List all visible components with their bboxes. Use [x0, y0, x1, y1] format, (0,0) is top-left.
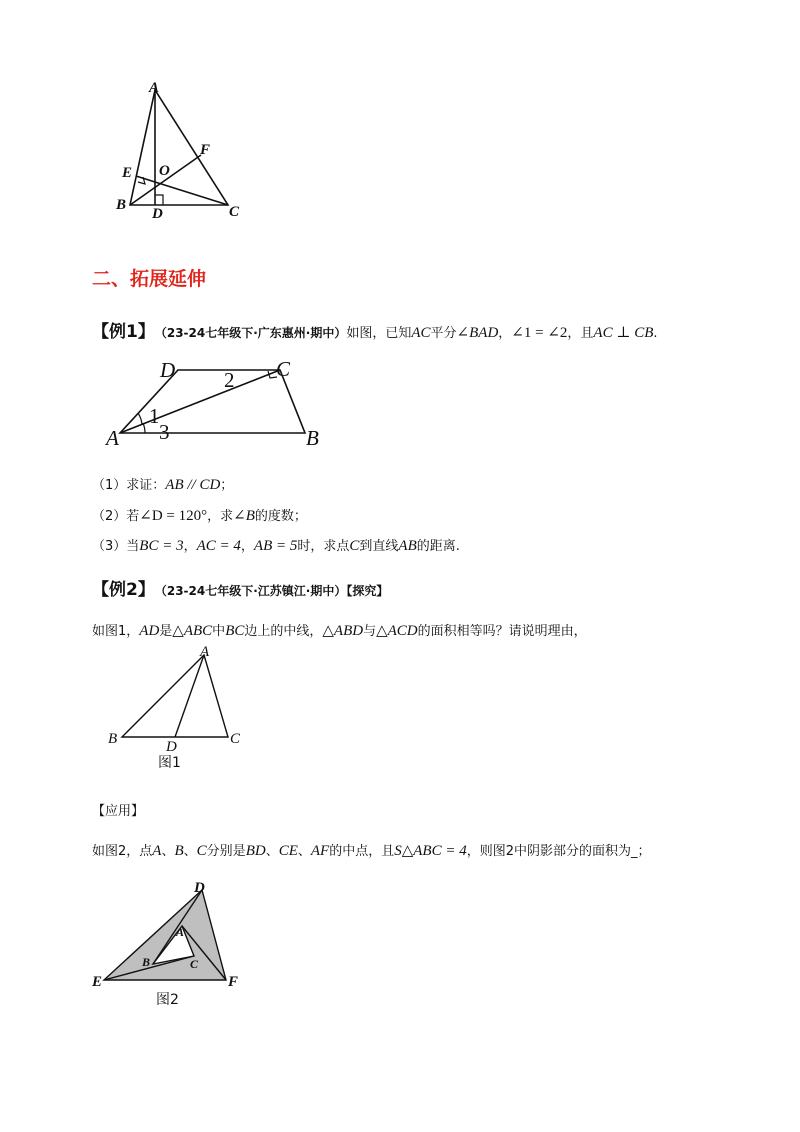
text: （2）若: [92, 509, 140, 524]
label-B: B: [142, 955, 151, 969]
label-F: F: [200, 142, 211, 158]
label-E: E: [92, 974, 103, 990]
figure-triangle-altitudes: [100, 80, 260, 230]
example1-statement: [92, 317, 658, 342]
label-A: A: [149, 80, 160, 96]
math: ∠1 = ∠2: [511, 325, 568, 341]
text: 如图2，点: [92, 844, 153, 859]
label-C: C: [229, 204, 240, 220]
text: .: [653, 326, 658, 341]
text: 平分: [430, 326, 457, 341]
math: AD: [139, 623, 160, 639]
text: ；: [220, 478, 234, 493]
math: BC: [225, 623, 245, 639]
label-E: E: [122, 165, 133, 181]
text: 分别是: [206, 844, 246, 859]
label-D: D: [194, 880, 205, 896]
math: ∠BAD: [456, 325, 499, 341]
text: ，求: [207, 509, 234, 524]
math: BC = 3: [139, 538, 184, 554]
example1-question-3: [92, 535, 460, 555]
example2-tag: 【例2】: [92, 580, 155, 600]
label-F: F: [228, 974, 239, 990]
text: 是: [159, 624, 173, 639]
math: AB: [398, 538, 417, 554]
math: AC = 4: [196, 538, 241, 554]
figure-2-caption: 图2: [156, 992, 179, 1008]
example2-paragraph-1: [92, 620, 587, 640]
text: ，且: [567, 326, 594, 341]
math: AC ⊥ CB: [593, 325, 654, 341]
text: ，: [183, 539, 197, 554]
text: 的度数；: [254, 509, 307, 524]
text: 时，求点: [297, 539, 350, 554]
angle-3-label: 3: [159, 420, 170, 444]
math: B: [174, 843, 184, 859]
math: AC: [411, 325, 431, 341]
label-D: D: [160, 358, 176, 382]
text: 、: [265, 844, 279, 859]
text: 中: [212, 624, 226, 639]
text: 的中点，且: [329, 844, 395, 859]
text: 边上的中线，: [244, 624, 323, 639]
text: （1）求证：: [92, 478, 166, 493]
text: 到直线: [359, 539, 399, 554]
example2-source: （23-24七年级下·江苏镇江·期中）【探究】: [160, 584, 389, 598]
label-B: B: [108, 731, 118, 747]
figure-2-shaded: [90, 878, 250, 1013]
apply-heading: 【应用】: [92, 804, 145, 819]
math: BD: [245, 843, 266, 859]
math: △ABC: [172, 623, 213, 639]
math: CE: [278, 843, 298, 859]
angle-2-label: 2: [224, 368, 235, 392]
label-D: D: [152, 206, 163, 222]
text: 的面积相等吗？请说明理由，: [417, 624, 587, 639]
example2-paragraph-2: [92, 840, 651, 860]
label-A: A: [176, 925, 185, 939]
math: ∠B: [233, 508, 255, 524]
label-A: A: [106, 426, 119, 450]
label-C: C: [230, 731, 241, 747]
figure-1-median: [100, 643, 260, 773]
angle-1-label: 1: [149, 404, 160, 428]
label-B: B: [116, 197, 127, 213]
example2-header: [92, 575, 388, 600]
figure-1-caption: 图1: [158, 755, 181, 771]
label-D: D: [166, 739, 177, 755]
text: 、: [161, 844, 175, 859]
example1-question-2: [92, 505, 307, 525]
figure-trapezoid: [100, 355, 340, 455]
text: 、: [297, 844, 311, 859]
text: ，: [240, 539, 254, 554]
label-O: O: [159, 163, 170, 179]
text: 如图，已知: [346, 326, 412, 341]
text: 与: [363, 624, 377, 639]
math: C: [349, 538, 360, 554]
label-A: A: [200, 644, 210, 660]
math: △ACD: [376, 623, 418, 639]
example1-source: （23-24七年级下·广东惠州·期中）: [160, 326, 347, 340]
text: 的距离.: [416, 539, 460, 554]
math: S△ABC = 4: [394, 843, 467, 859]
label-B: B: [306, 426, 319, 450]
example1-question-1: [92, 474, 233, 494]
math: AB = 5: [253, 538, 298, 554]
math: △ABD: [322, 623, 364, 639]
math: C: [196, 843, 207, 859]
example1-tag: 【例1】: [92, 322, 155, 342]
text: ，则图2中阴影部分的面积为_；: [466, 844, 651, 859]
math: AF: [310, 843, 330, 859]
text: 如图1，: [92, 624, 140, 639]
math: AB // CD: [165, 477, 221, 493]
text: （3）当: [92, 539, 140, 554]
section-title: 二、拓展延伸: [92, 268, 207, 290]
label-C: C: [276, 357, 291, 381]
text: ，: [498, 326, 512, 341]
math: ∠D = 120°: [139, 508, 208, 524]
label-C: C: [190, 957, 199, 971]
shaded-region: [104, 890, 226, 980]
text: 、: [183, 844, 197, 859]
math: A: [152, 843, 162, 859]
